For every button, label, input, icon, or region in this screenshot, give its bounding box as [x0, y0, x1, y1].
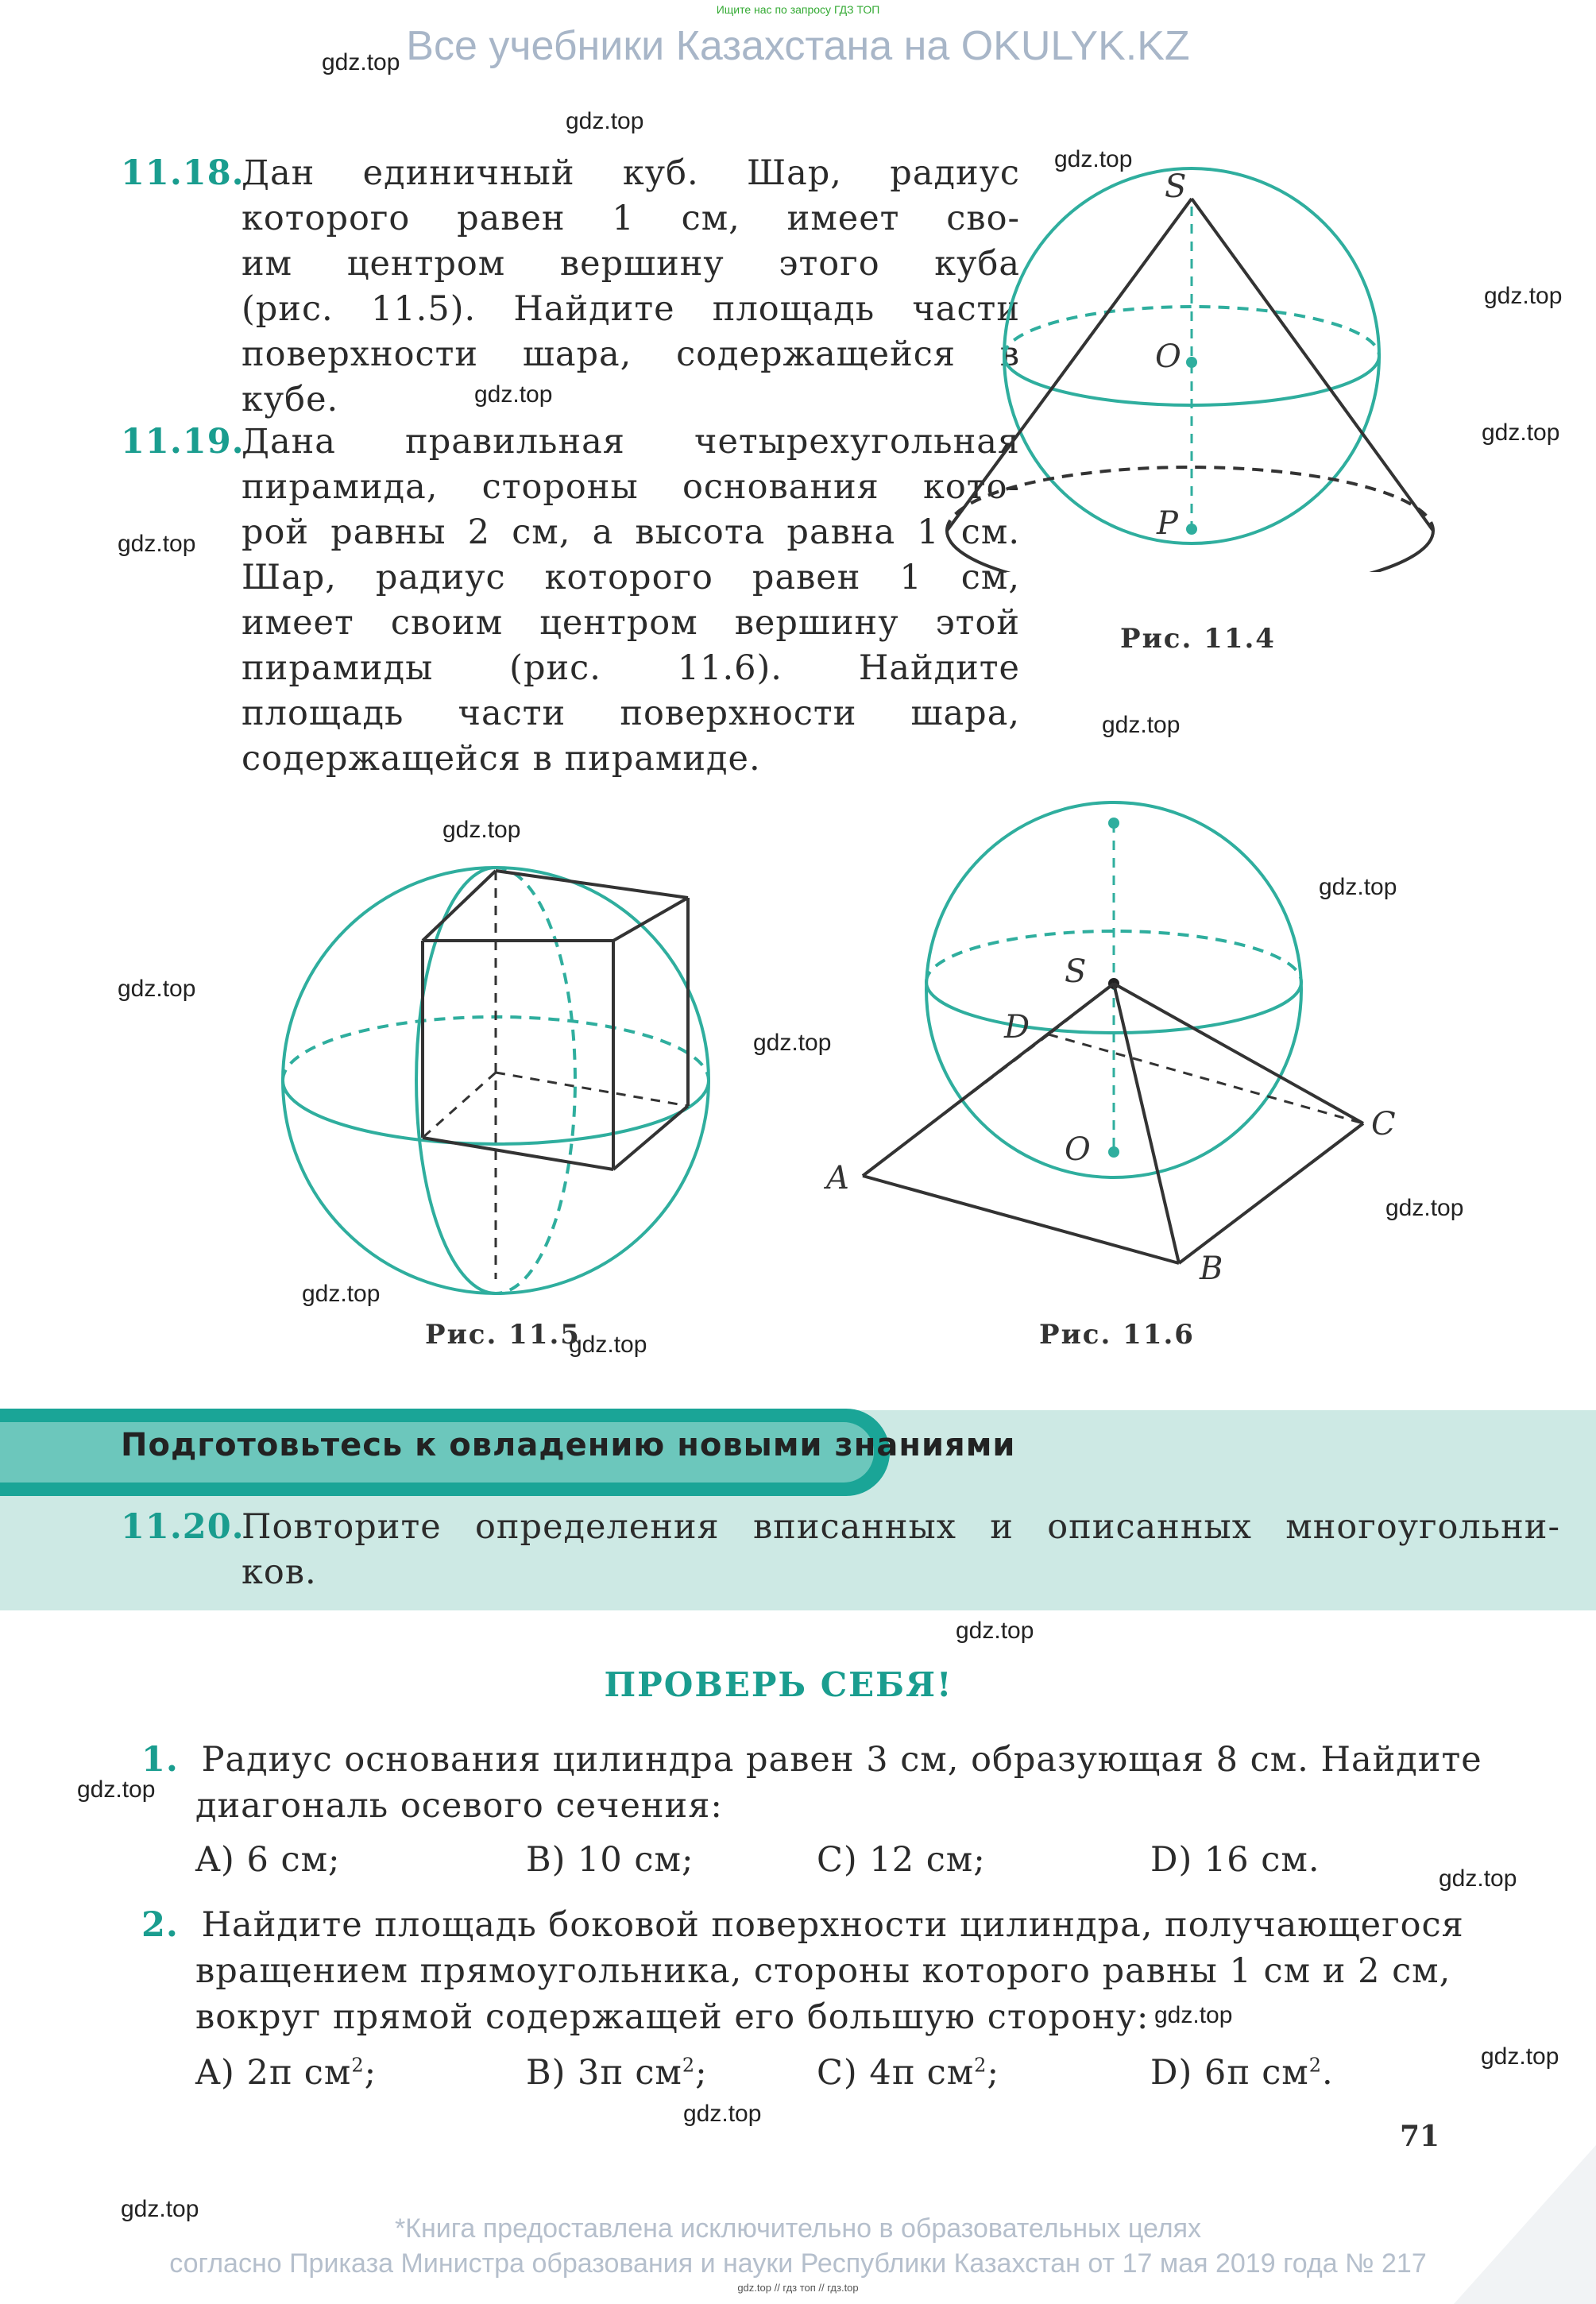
option-a[interactable]: A) 2π $см^2$; — [195, 2053, 377, 2093]
pyramid-edge-ab — [863, 1176, 1179, 1263]
figure-11-5 — [270, 858, 731, 1303]
top-point — [1108, 818, 1119, 829]
watermark: gdz.top — [474, 381, 553, 408]
section-title: Подготовьтесь к овладению новыми знаниями — [121, 1427, 1016, 1463]
question-line: диагональ осевого сечения: — [195, 1786, 723, 1826]
task-line: Дана правильная четырехугольная — [242, 422, 1020, 462]
watermark: gdz.top — [1484, 283, 1563, 309]
search-notice: Ищите нас по запросу ГДЗ ТОП — [716, 3, 880, 16]
watermark: gdz.top — [569, 1332, 647, 1358]
task-line: имеет своим центром вершину этой — [242, 603, 1020, 643]
watermark: gdz.top — [566, 108, 644, 134]
cube-edge — [613, 1106, 688, 1169]
watermark: gdz.top — [1439, 1865, 1517, 1892]
watermark: gdz.top — [302, 1281, 381, 1307]
task-11-20 — [121, 1505, 1560, 1595]
option-c[interactable]: C) 4π $см^2$; — [817, 2053, 999, 2093]
watermark: gdz.top — [1481, 2043, 1559, 2070]
task-line: Дан единичный куб. Шар, радиус — [242, 153, 1020, 193]
task-line: поверхности шара, содержащейся в — [242, 334, 1020, 374]
task-11-19 — [121, 419, 1020, 782]
label-o: O — [1155, 338, 1181, 375]
task-line: пирамида, стороны основания кото- — [242, 467, 1020, 507]
watermark: gdz.top — [753, 1030, 832, 1056]
cube-hidden-edge — [423, 1073, 496, 1138]
label-o: O — [1065, 1131, 1091, 1168]
label-c: C — [1371, 1106, 1396, 1142]
watermark: gdz.top — [956, 1618, 1034, 1644]
figure-caption: Рис. 11.5 — [425, 1319, 581, 1351]
option-d[interactable]: D) 16 см. — [1150, 1840, 1320, 1880]
watermark: gdz.top — [77, 1776, 156, 1803]
task-line: кубе. — [242, 380, 339, 419]
footer-small: gdz.top // гдз топ // гдз.top — [737, 2282, 859, 2294]
footer-line-2: согласно Приказа Министра образования и науки Республики Казахстан от 17 мая 2019 года № 217 — [169, 2248, 1427, 2279]
option-b[interactable]: B) 10 см; — [526, 1840, 694, 1880]
watermark: gdz.top — [683, 2101, 762, 2127]
question-line: Радиус основания цилиндра равен 3 см, образующая 8 см. Найдите — [201, 1740, 1482, 1780]
figure-caption: Рис. 11.6 — [1039, 1319, 1195, 1351]
footer-line-1: *Книга предоставлена исключительно в образовательных целях — [394, 2213, 1202, 2244]
question-line: вокруг прямой содержащей его большую сторону: — [195, 1997, 1150, 2037]
task-line: содержащейся в пирамиде. — [242, 739, 761, 779]
label-a: A — [826, 1160, 849, 1196]
task-line: Повторите определения вписанных и описанных многоугольни- — [242, 1507, 1560, 1547]
question-2 — [141, 1902, 1464, 1948]
task-line: ков. — [242, 1552, 317, 1592]
watermark: gdz.top — [442, 817, 521, 843]
watermark: gdz.top — [121, 2196, 199, 2222]
label-s: S — [1065, 953, 1087, 990]
task-11-18 — [121, 151, 1020, 423]
option-c[interactable]: C) 12 см; — [817, 1840, 986, 1880]
pyramid-edge-sb — [1114, 984, 1179, 1263]
question-number: 2. — [141, 1905, 179, 1945]
watermark: gdz.top — [1385, 1195, 1464, 1221]
task-number: 11.20. — [121, 1507, 245, 1547]
watermark: gdz.top — [118, 531, 196, 557]
page-number: 71 — [1400, 2120, 1440, 2153]
watermark: gdz.top — [1319, 874, 1397, 900]
watermark: gdz.top — [118, 976, 196, 1002]
point-o — [1108, 1146, 1119, 1158]
option-d[interactable]: D) 6π $см^2$. — [1150, 2053, 1334, 2093]
watermark: gdz.top — [1102, 712, 1181, 738]
cone-base-back — [947, 467, 1433, 531]
pyramid-edge-bc — [1179, 1123, 1363, 1263]
question-1 — [141, 1737, 1482, 1783]
point-p — [1186, 524, 1197, 535]
task-line: рой равны 2 см, а высота равна 1 см. — [242, 512, 1020, 552]
option-a[interactable]: A) 6 см; — [195, 1840, 341, 1880]
cube-edge — [423, 871, 496, 941]
meridian-front — [416, 868, 496, 1293]
pyramid-hidden-edge — [1049, 1034, 1363, 1123]
pyramid-edge-sc — [1114, 984, 1363, 1123]
option-b[interactable]: B) 3π $см^2$; — [526, 2053, 708, 2093]
task-line: которого равен 1 см, имеет сво- — [242, 199, 1020, 238]
task-line: пирамиды (рис. 11.6). Найдите — [242, 648, 1020, 688]
cube-hidden-edge — [496, 1073, 688, 1106]
watermark: gdz.top — [1054, 146, 1133, 172]
point-o — [1186, 357, 1197, 368]
task-line: Шар, радиус которого равен 1 см, — [242, 558, 1020, 597]
figure-caption: Рис. 11.4 — [1120, 623, 1276, 655]
task-number: 11.19. — [121, 422, 245, 462]
watermark: gdz.top — [1154, 2002, 1233, 2028]
label-s: S — [1165, 168, 1187, 205]
cone-base-front — [947, 531, 1433, 572]
task-number: 11.18. — [121, 153, 245, 193]
label-b: B — [1200, 1251, 1223, 1287]
equator-back — [926, 931, 1301, 982]
label-d: D — [1004, 1009, 1030, 1046]
question-number: 1. — [141, 1740, 179, 1780]
site-banner[interactable]: Все учебники Казахстана на OKULYK.KZ — [406, 23, 1190, 69]
check-title: ПРОВЕРЬ СЕБЯ! — [604, 1665, 953, 1704]
question-line: вращением прямоугольника, стороны которого равны 1 см и 2 см, — [195, 1951, 1451, 1991]
task-line: площадь части поверхности шара, — [242, 694, 1020, 733]
cone-side-right — [1192, 199, 1433, 531]
figure-11-4 — [929, 159, 1454, 572]
task-line: (рис. 11.5). Найдите площадь части — [242, 289, 1020, 329]
label-p: P — [1157, 505, 1178, 542]
task-line: им центром вершину этого куба — [242, 244, 1020, 284]
watermark: gdz.top — [1482, 419, 1560, 446]
figure-11-6 — [818, 787, 1438, 1295]
watermark: gdz.top — [322, 49, 400, 75]
question-line: Найдите площадь боковой поверхности цилиндра, получающегося — [201, 1905, 1464, 1945]
